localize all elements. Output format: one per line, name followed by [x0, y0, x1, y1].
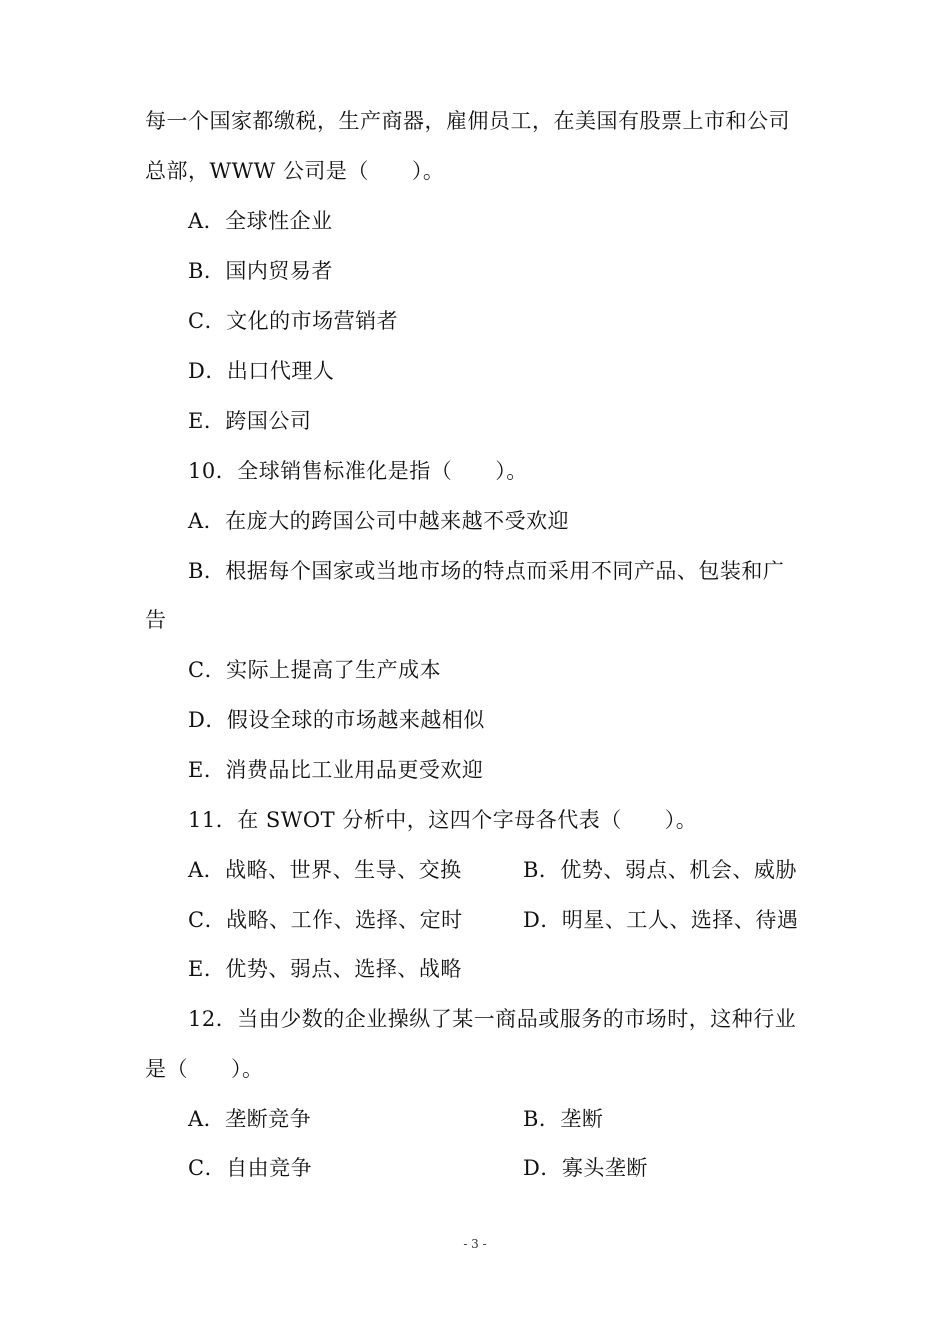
question-10-option-e: E．消费品比工业用品更受欢迎	[188, 758, 484, 782]
question-10-option-d: D．假设全球的市场越来越相似	[188, 708, 485, 732]
question-11-option-d: D．明星、工人、选择、待遇	[523, 908, 799, 932]
question-12-stem-line-2: 是（ ）。	[145, 1057, 264, 1081]
question-12-option-d: D．寡头垄断	[523, 1156, 648, 1180]
question-12-option-b: B．垄断	[523, 1107, 604, 1131]
question-9-option-b: B．国内贸易者	[188, 259, 333, 283]
question-9-option-c: C．文化的市场营销者	[188, 309, 399, 333]
question-10-option-b-line-1: B．根据每个国家或当地市场的特点而采用不同产品、包装和广	[188, 559, 785, 583]
question-12-stem-line-1: 12．当由少数的企业操纵了某一商品或服务的市场时，这种行业	[188, 1007, 797, 1031]
question-12-option-a: A．垄断竞争	[188, 1107, 312, 1131]
question-11-option-c: C．战略、工作、选择、定时	[188, 908, 463, 932]
page-number: - 3 -	[463, 1237, 487, 1251]
question-9-stem-line-2: 总部，WWW 公司是（ ）。	[145, 159, 445, 183]
question-11-option-e: E．优势、弱点、选择、战略	[188, 957, 462, 981]
question-11-option-a: A．战略、世界、生导、交换	[188, 858, 462, 882]
question-11-option-b: B．优势、弱点、机会、威胁	[523, 858, 797, 882]
question-11-stem: 11．在 SWOT 分析中，这四个字母各代表（ ）。	[188, 808, 698, 832]
question-10-stem: 10．全球销售标准化是指（ ）。	[188, 459, 528, 483]
question-9-stem-line-1: 每一个国家都缴税，生产商器，雇佣员工，在美国有股票上市和公司	[145, 109, 790, 133]
question-9-option-e: E．跨国公司	[188, 409, 312, 433]
question-9-option-a: A．全球性企业	[188, 209, 333, 233]
question-10-option-b-line-2: 告	[145, 608, 167, 632]
question-10-option-a: A．在庞大的跨国公司中越来越不受欢迎	[188, 509, 570, 533]
question-12-option-c: C．自由竞争	[188, 1156, 313, 1180]
question-9-option-d: D．出口代理人	[188, 359, 335, 383]
question-10-option-c: C．实际上提高了生产成本	[188, 658, 442, 682]
